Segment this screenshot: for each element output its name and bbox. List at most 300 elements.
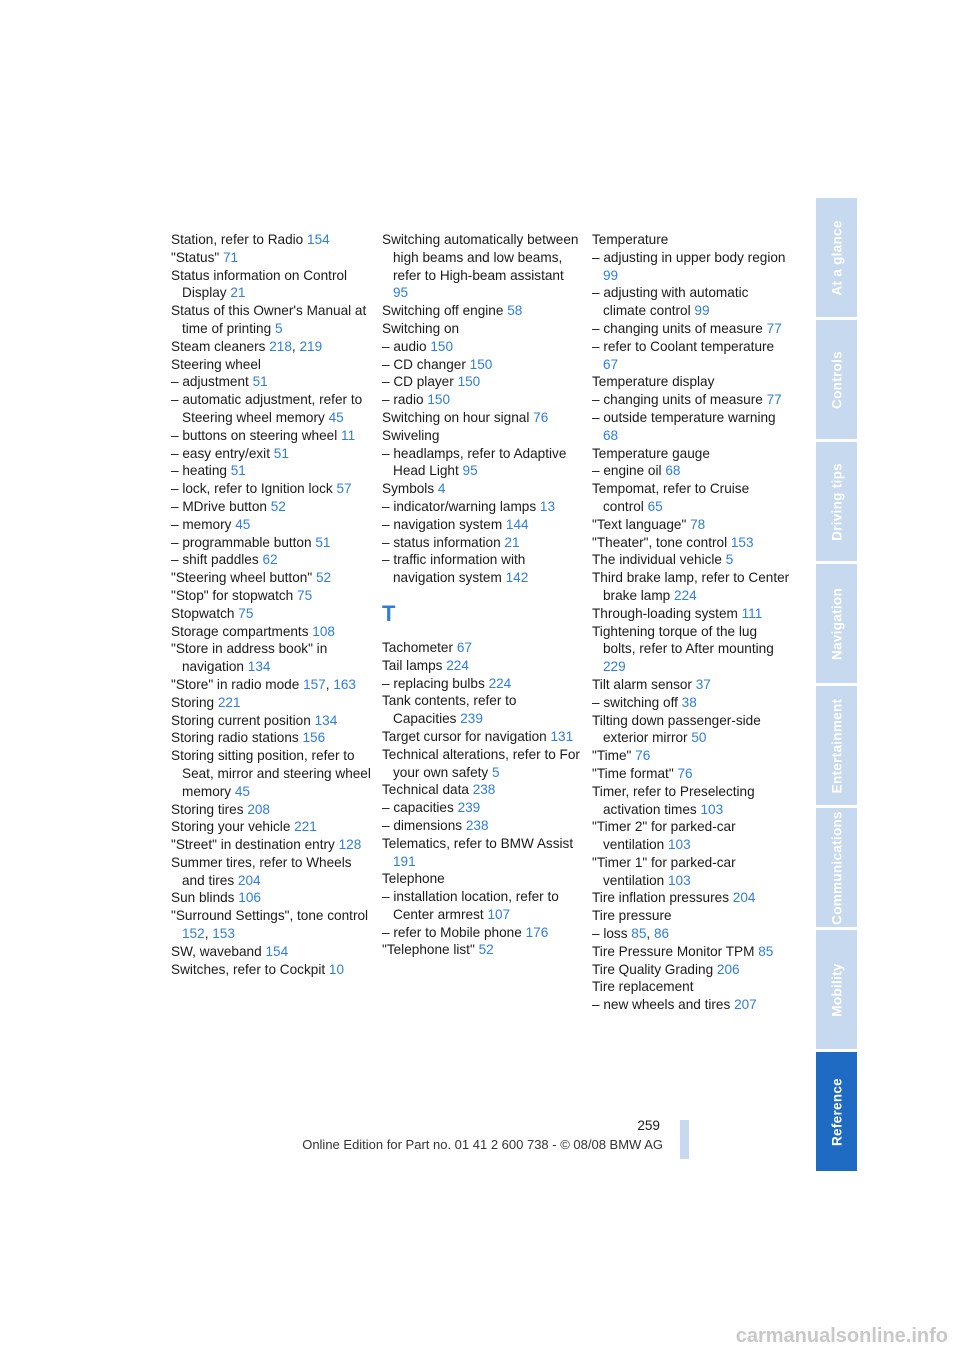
edition-footer: Online Edition for Part no. 01 41 2 600 738 - © 08/08 BMW AG — [302, 1137, 663, 1152]
index-entry — [592, 284, 792, 320]
index-entry — [382, 534, 582, 552]
index-entry — [592, 534, 792, 552]
index-entry — [171, 943, 371, 961]
page-reference-link[interactable]: 218 — [269, 338, 292, 354]
page-reference-link[interactable]: 5 — [274, 320, 283, 336]
index-entry-text: "Theater", tone control — [592, 534, 731, 550]
index-entry — [171, 836, 371, 854]
index-entry-text: – engine oil — [592, 463, 666, 479]
tab-label: Navigation — [829, 587, 844, 660]
page-reference-link[interactable]: 52 — [270, 498, 286, 514]
page-reference-link[interactable]: 111 — [741, 605, 763, 621]
page-reference-link[interactable]: 38 — [681, 694, 697, 710]
index-entry-text: – status information — [382, 534, 505, 550]
index-entry — [171, 569, 371, 587]
index-entry — [382, 639, 582, 657]
page-reference-link[interactable]: 77 — [766, 320, 782, 336]
page-reference-link[interactable]: 238 — [472, 782, 496, 798]
index-entry — [382, 427, 582, 445]
index-entry-text: Tire Quality Grading — [592, 961, 717, 977]
index-entry-text: – buttons on steering wheel — [171, 427, 342, 443]
page-reference-link[interactable]: 51 — [252, 374, 268, 390]
page-reference-link[interactable]: 11 — [341, 427, 356, 443]
index-entry-text: – refer to Coolant temperature — [592, 338, 775, 354]
tab-entertainment[interactable] — [816, 686, 857, 805]
index-entry — [382, 445, 582, 481]
page-reference-link[interactable]: 51 — [230, 463, 246, 479]
index-entry — [592, 320, 792, 338]
page-reference-link[interactable]: 239 — [460, 711, 483, 727]
index-entry — [382, 746, 582, 782]
page-reference-link[interactable]: 134 — [314, 712, 338, 728]
page-reference-link[interactable]: 37 — [695, 676, 711, 692]
index-entry — [382, 480, 582, 498]
page-reference-link[interactable]: 52 — [478, 942, 494, 958]
index-entry-text: – CD changer — [382, 356, 470, 372]
page-reference-link[interactable]: 99 — [603, 267, 619, 283]
page-reference-link[interactable]: 77 — [766, 392, 782, 408]
index-entry — [592, 569, 792, 605]
index-entry-text: – dimensions — [382, 817, 466, 833]
index-entry: Steam cleaners 218, 219 — [171, 338, 323, 354]
index-column-2 — [382, 231, 582, 959]
index-entry-text: Storing your vehicle — [171, 819, 295, 835]
index-entry-text: – programmable button — [171, 534, 316, 550]
index-entry — [171, 623, 371, 641]
page-reference-link[interactable]: 99 — [694, 303, 710, 319]
index-entry-text: – lock, refer to Ignition lock — [171, 481, 337, 497]
index-entry — [382, 338, 582, 356]
index-entry-text: Target cursor for navigation — [382, 728, 551, 744]
index-entry — [171, 480, 371, 498]
index-entry — [592, 231, 792, 249]
page-reference-link[interactable]: 58 — [507, 303, 523, 319]
page-reference-link[interactable]: 229 — [603, 659, 626, 675]
page-reference-link[interactable]: 103 — [668, 872, 691, 888]
page-reference-link[interactable]: 45 — [234, 783, 250, 799]
index-entry — [592, 338, 792, 374]
index-entry — [382, 657, 582, 675]
index-entry-text: "Surround Settings", tone control — [171, 908, 369, 924]
index-entry — [592, 373, 792, 391]
page-reference-link[interactable]: 45 — [328, 409, 344, 425]
index-entry-text: Through-loading system — [592, 605, 742, 621]
index-entry — [382, 941, 582, 959]
tab-communications[interactable] — [816, 808, 857, 927]
page-reference-link[interactable]: 128 — [338, 837, 362, 853]
section-tabs — [816, 198, 857, 1174]
index-entry-text: "Steering wheel button" — [171, 570, 316, 586]
index-entry-text: Swiveling — [382, 427, 440, 443]
index-entry-text: – loss — [592, 926, 632, 942]
index-entry-text: "Stop" for stopwatch — [171, 587, 298, 603]
index-entry — [382, 799, 582, 817]
index-entry — [382, 551, 582, 587]
index-entry-text: – CD player — [382, 374, 458, 390]
index-entry-text: – traffic information with navigation system — [382, 552, 526, 586]
index-entry — [382, 516, 582, 534]
index-entry — [171, 587, 371, 605]
page-reference-link[interactable]: 142 — [505, 570, 529, 586]
index-entry-text: Tire inflation pressures — [592, 890, 733, 906]
page-reference-link[interactable]: 156 — [302, 730, 326, 746]
index-entry — [382, 924, 582, 942]
index-entry-text: "Timer 2" for parked-car ventilation — [592, 819, 736, 853]
index-entry — [171, 391, 371, 427]
index-entry-text: – heating — [171, 463, 231, 479]
index-entry — [171, 605, 371, 623]
index-entry-text: Timer, refer to Preselecting activation times — [592, 783, 755, 817]
index-entry — [592, 605, 792, 623]
page-reference-link[interactable]: 57 — [336, 481, 352, 497]
index-entry — [171, 516, 371, 534]
index-entry-text: Tank contents, refer to Capacities — [382, 693, 517, 727]
index-entry — [592, 623, 792, 676]
index-entry — [592, 249, 792, 285]
index-entry-text: Third brake lamp, refer to Center brake lamp — [592, 570, 790, 603]
index-entry-text: Tempomat, refer to Cruise control — [592, 481, 750, 514]
index-entry-text: "Store" in radio mode — [171, 676, 304, 692]
page-reference-link[interactable]: 85 — [758, 943, 774, 959]
page-number-bar — [680, 1120, 689, 1159]
index-entry-text: Steering wheel — [171, 356, 261, 372]
page-reference-link[interactable]: 67 — [603, 356, 619, 372]
page-reference-link[interactable]: 219 — [299, 338, 323, 354]
index-entry — [171, 427, 371, 445]
index-entry-text: "Store in address book" in navigation — [171, 641, 328, 675]
tab-at-a-glance[interactable] — [816, 198, 857, 317]
page-reference-link[interactable]: 154 — [307, 232, 330, 247]
tab-label: Communications — [829, 810, 844, 925]
index-entry-text: Technical data — [382, 782, 473, 798]
index-entry-text: "Telephone list" — [382, 942, 479, 958]
page-reference-link[interactable]: 150 — [430, 338, 454, 354]
index-entry-text: – headlamps, refer to Adaptive Head Light — [382, 445, 567, 479]
index-entry-text: Stopwatch — [171, 605, 239, 621]
page-reference-link[interactable]: 86 — [653, 926, 670, 942]
tab-label: Mobility — [829, 962, 844, 1017]
index-entry-text: Switching off engine — [382, 303, 508, 319]
index-entry — [171, 302, 371, 338]
page-reference-link[interactable]: 13 — [539, 498, 556, 514]
index-entry — [382, 409, 582, 427]
index-entry-text: Tilt alarm sensor — [592, 676, 696, 692]
page-reference-link[interactable]: 76 — [533, 409, 549, 425]
watermark: carmanualsonline.info — [735, 1325, 948, 1347]
index-entry — [382, 498, 582, 516]
page-reference-link[interactable]: 157 — [303, 676, 326, 692]
page-reference-link[interactable]: 221 — [294, 819, 317, 835]
index-entry — [592, 480, 792, 516]
index-entry — [592, 694, 792, 712]
page-reference-link[interactable]: 163 — [333, 676, 356, 692]
index-entry-text: Telephone — [382, 871, 445, 887]
index-entry — [592, 978, 792, 996]
page-reference-link[interactable]: 150 — [457, 374, 481, 390]
index-entry-text: – automatic adjustment, refer to Steering wheel memory — [171, 392, 363, 425]
index-entry — [171, 534, 371, 552]
page-reference-link[interactable]: 85 — [631, 926, 647, 942]
index-entry — [382, 302, 582, 320]
index-entry-text: Tightening torque of the lug bolts, refer to After mounting — [592, 623, 774, 657]
index-entry — [592, 747, 792, 765]
index-entry — [382, 320, 582, 338]
index-entry — [171, 729, 371, 747]
index-entry-text: Switching on — [382, 320, 460, 336]
index-entry-text: Steam cleaners — [171, 338, 270, 354]
page-reference-link[interactable]: 224 — [488, 675, 512, 691]
index-entry — [592, 765, 792, 783]
index-entry-text: – navigation system — [382, 516, 506, 532]
page-reference-link[interactable]: 75 — [238, 605, 254, 621]
index-entry — [382, 888, 582, 924]
index-entry-text: "Timer 1" for parked-car ventilation — [592, 854, 736, 888]
index-entry-text: Storing tires — [171, 801, 248, 817]
page-reference-link[interactable]: 239 — [457, 800, 481, 816]
page-reference-link[interactable]: 206 — [716, 961, 740, 977]
index-entry-text: – MDrive button — [171, 498, 271, 514]
index-entry: – loss 85, 86 — [592, 926, 670, 942]
index-entry-text: Tachometer — [382, 639, 457, 655]
index-entry — [171, 462, 371, 480]
index-entry: "Store" in radio mode 157, 163 — [171, 676, 356, 692]
index-entry-text: Storage compartments — [171, 623, 313, 639]
page-reference-link[interactable]: 238 — [465, 817, 489, 833]
page-reference-link[interactable]: 224 — [446, 657, 469, 673]
index-entry — [171, 889, 371, 907]
page-reference-link[interactable]: 51 — [315, 534, 331, 550]
index-entry — [382, 675, 582, 693]
page-number: 259 — [637, 1118, 660, 1133]
page-reference-link[interactable]: 150 — [427, 392, 451, 408]
page-reference-link[interactable]: 204 — [237, 872, 261, 888]
index-entry — [592, 462, 792, 480]
tab-label: Reference — [829, 1077, 844, 1146]
page-reference-link[interactable]: 21 — [230, 285, 246, 301]
index-entry — [382, 356, 582, 374]
index-entry-text: – outside temperature warning — [592, 409, 776, 425]
index-entry: "Surround Settings", tone control 152, 153 — [171, 908, 369, 942]
index-entry-text: Technical alterations, refer to For your own safety — [382, 746, 580, 780]
page-reference-link[interactable]: 45 — [235, 516, 251, 532]
index-entry-text: Summer tires, refer to Wheels and tires — [171, 854, 352, 888]
index-entry — [171, 267, 371, 303]
index-entry-text: Temperature display — [592, 374, 715, 390]
page-reference-link[interactable]: 71 — [222, 249, 239, 265]
index-entry — [171, 249, 371, 267]
index-entry-text: The individual vehicle — [592, 552, 726, 568]
index-entry-text: – adjusting with automatic climate control — [592, 285, 749, 319]
page-reference-link[interactable]: 50 — [691, 730, 707, 746]
index-entry — [171, 640, 371, 676]
index-entry — [171, 694, 371, 712]
index-entry-text: Switching automatically between high beams and low beams, refer to High-beam assistant — [382, 232, 579, 283]
index-entry-text: – switching off — [592, 694, 682, 710]
page-reference-link[interactable]: 75 — [297, 587, 313, 603]
index-column-1 — [171, 231, 371, 978]
tab-label: Driving tips — [829, 462, 844, 541]
page-reference-link[interactable]: 153 — [730, 534, 754, 550]
index-entry — [382, 692, 582, 728]
index-entry-text: Symbols — [382, 481, 438, 497]
index-entry-text: – refer to Mobile phone — [382, 924, 526, 940]
index-entry-text: Tilting down passenger-side exterior mirror — [592, 712, 761, 746]
index-entry — [171, 747, 371, 800]
index-entry-text: Temperature — [592, 232, 669, 247]
index-entry-text: Storing radio stations — [171, 730, 303, 746]
index-entry — [171, 231, 371, 249]
page-reference-link[interactable]: 103 — [700, 801, 724, 817]
index-entry-text: Status information on Control Display — [171, 267, 348, 301]
index-entry — [171, 551, 371, 569]
index-entry — [382, 870, 582, 888]
page-reference-link[interactable]: 68 — [603, 427, 619, 443]
index-entry — [592, 391, 792, 409]
index-entry-text: Sun blinds — [171, 890, 239, 906]
index-entry-text: – capacities — [382, 800, 458, 816]
index-entry-text: Switching on hour signal — [382, 409, 534, 425]
tab-reference[interactable] — [816, 1052, 857, 1171]
tab-mobility[interactable] — [816, 930, 857, 1049]
page-reference-link[interactable]: 208 — [247, 801, 270, 817]
index-column-3 — [592, 231, 792, 1014]
index-entry-text: Storing current position — [171, 712, 315, 728]
page-reference-link[interactable]: 78 — [690, 516, 706, 532]
page-reference-link[interactable]: 10 — [328, 961, 345, 977]
index-entry — [382, 817, 582, 835]
page-reference-link[interactable]: 95 — [462, 463, 478, 479]
page-reference-link[interactable]: 144 — [505, 516, 529, 532]
index-entry — [382, 373, 582, 391]
page-reference-link[interactable]: 95 — [393, 285, 409, 301]
page-reference-link[interactable]: 134 — [247, 659, 271, 675]
index-entry-text: – adjusting in upper body region — [592, 249, 786, 265]
index-entry-text: Tire Pressure Monitor TPM — [592, 943, 759, 959]
page-reference-link[interactable]: 21 — [504, 534, 520, 550]
index-entry — [171, 854, 371, 890]
page-reference-link[interactable]: 153 — [212, 926, 235, 942]
tab-label: At a glance — [829, 219, 844, 296]
tab-navigation[interactable] — [816, 564, 857, 683]
index-entry-text: – easy entry/exit — [171, 445, 274, 461]
tab-label: Controls — [829, 350, 844, 409]
index-entry — [171, 801, 371, 819]
index-entry-text: – changing units of measure — [592, 392, 767, 408]
page-reference-link[interactable]: 4 — [437, 481, 446, 497]
index-entry — [171, 373, 371, 391]
page-reference-link[interactable]: 106 — [238, 890, 261, 906]
index-entry-text: – new wheels and tires — [592, 997, 735, 1013]
page-reference-link[interactable]: 62 — [262, 552, 278, 568]
index-entry — [382, 728, 582, 746]
page-reference-link[interactable]: 76 — [635, 748, 651, 764]
index-entry-text: Tire pressure — [592, 908, 672, 924]
index-entry — [592, 907, 792, 925]
index-entry-text: Status of this Owner's Manual at time of printing — [171, 303, 367, 336]
page-reference-link[interactable]: 65 — [647, 498, 663, 514]
index-entry — [171, 445, 371, 463]
index-entry-text: – adjustment — [171, 374, 253, 390]
index-entry-text: "Status" — [171, 249, 223, 265]
page-reference-link[interactable]: 5 — [491, 764, 500, 780]
page-reference-link[interactable]: 103 — [668, 837, 691, 853]
index-entry-text: "Time" — [592, 748, 636, 764]
page-reference-link[interactable]: 51 — [273, 445, 289, 461]
index-entry — [592, 943, 792, 961]
page-reference-link[interactable]: 150 — [469, 356, 493, 372]
index-entry — [592, 712, 792, 748]
index-entry — [592, 551, 792, 569]
page-reference-link[interactable]: 131 — [550, 728, 574, 744]
index-entry-text: – shift paddles — [171, 552, 263, 568]
index-entry — [171, 356, 371, 374]
index-entry-text: Switches, refer to Cockpit — [171, 961, 329, 977]
index-entry-text: "Time format" — [592, 765, 678, 781]
index-entry — [382, 781, 582, 799]
index-entry — [592, 445, 792, 463]
index-entry-text: – indicator/warning lamps — [382, 498, 540, 514]
index-entry-text: Telematics, refer to BMW Assist — [382, 835, 574, 851]
index-entry — [592, 889, 792, 907]
index-entry — [382, 231, 582, 302]
index-entry — [592, 818, 792, 854]
index-entry — [382, 835, 582, 871]
index-entry-text: – radio — [382, 392, 428, 408]
index-entry-text: Tail lamps — [382, 657, 447, 673]
page-reference-link[interactable]: 152 — [182, 926, 205, 942]
index-entry-text: – memory — [171, 516, 236, 532]
index-entry-text: Storing — [171, 694, 218, 710]
index-entry — [171, 498, 371, 516]
index-entry-text: "Text language" — [592, 516, 691, 532]
index-entry — [171, 712, 371, 730]
index-entry — [592, 516, 792, 534]
index-entry-text: Temperature gauge — [592, 445, 710, 461]
index-entry — [592, 409, 792, 445]
page-reference-link[interactable]: 67 — [456, 639, 472, 655]
tab-controls[interactable] — [816, 320, 857, 439]
page-reference-link[interactable]: 191 — [393, 853, 416, 869]
page-reference-link[interactable]: 52 — [315, 570, 332, 586]
index-entry-text: "Street" in destination entry — [171, 837, 339, 853]
index-entry — [592, 854, 792, 890]
index-entry — [592, 676, 792, 694]
page-reference-link[interactable]: 207 — [734, 997, 757, 1013]
page-reference-link[interactable]: 204 — [732, 890, 756, 906]
page-reference-link[interactable]: 5 — [725, 552, 734, 568]
index-entry-text: – changing units of measure — [592, 320, 767, 336]
index-entry-text: Station, refer to Radio — [171, 232, 308, 247]
tab-label: Entertainment — [829, 698, 844, 793]
page-reference-link[interactable]: 68 — [665, 463, 681, 479]
page-reference-link[interactable]: 221 — [217, 694, 241, 710]
page-reference-link[interactable]: 176 — [525, 924, 549, 940]
index-entry-text: – audio — [382, 338, 431, 354]
index-entry — [171, 818, 371, 836]
index-entry — [592, 783, 792, 819]
index-entry-text: Tire replacement — [592, 979, 694, 995]
page-reference-link[interactable]: 108 — [312, 623, 335, 639]
index-entry — [171, 961, 371, 979]
index-entry — [592, 961, 792, 979]
index-entry-text: – installation location, refer to Center armrest — [382, 889, 559, 922]
page-reference-link[interactable]: 76 — [677, 765, 693, 781]
index-entry-text: Storing sitting position, refer to Seat, mirror and steering wheel memory — [171, 748, 371, 799]
page-reference-link[interactable]: 107 — [487, 906, 511, 922]
tab-driving-tips[interactable] — [816, 442, 857, 561]
page-reference-link[interactable]: 154 — [265, 943, 289, 959]
page-reference-link[interactable]: 224 — [674, 587, 697, 603]
